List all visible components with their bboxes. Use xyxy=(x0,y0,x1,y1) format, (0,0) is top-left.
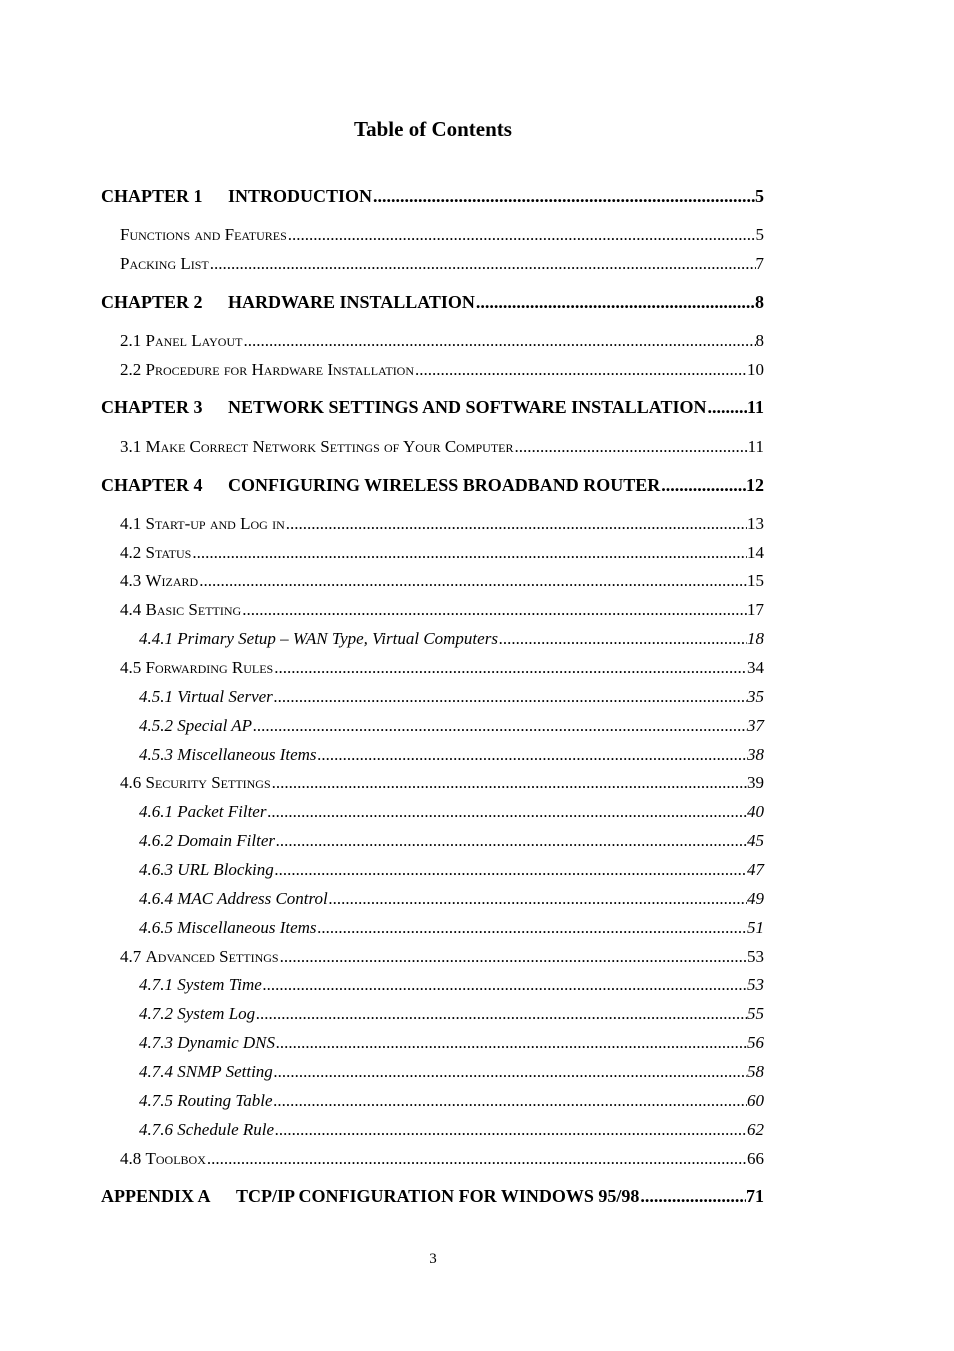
toc-entry-title xyxy=(139,1120,274,1140)
toc-subsection-entry[interactable] xyxy=(139,1004,764,1024)
toc-subsection-entry[interactable] xyxy=(139,1120,764,1140)
toc-page-number: 53 xyxy=(747,947,764,966)
toc-subsection-title: 4.6.1 Packet Filter xyxy=(139,802,267,821)
toc-section-entry[interactable] xyxy=(120,773,764,793)
toc-entry-title xyxy=(120,1149,206,1169)
toc-section-title: Security Settings xyxy=(145,773,271,792)
toc-entry-title xyxy=(120,571,198,591)
dot-leader xyxy=(274,860,747,880)
toc-section-entry[interactable] xyxy=(120,254,764,274)
toc-subsection-title: 4.7.4 SNMP Setting xyxy=(139,1062,273,1081)
dot-leader xyxy=(241,600,747,620)
toc-section-number: 4.2 xyxy=(120,543,142,562)
toc-page-number: 11 xyxy=(747,437,764,456)
dot-leader xyxy=(639,1186,746,1207)
toc-subsection-entry[interactable] xyxy=(139,975,764,995)
toc-page-number: 8 xyxy=(755,331,764,350)
dot-leader xyxy=(317,918,747,938)
toc-entry-title xyxy=(139,687,273,707)
toc-entry-title xyxy=(139,975,262,995)
toc-section-title: Start-up and Log in xyxy=(145,514,285,533)
dot-leader xyxy=(262,975,747,995)
toc-subsection-title: 4.7.2 System Log xyxy=(139,1004,256,1023)
toc-section-title: Toolbox xyxy=(145,1149,206,1168)
dot-leader xyxy=(279,947,747,967)
dot-leader xyxy=(273,1091,748,1111)
toc-page-number: 8 xyxy=(755,292,764,312)
toc-entry-title xyxy=(139,1033,275,1053)
toc-section-entry[interactable] xyxy=(120,331,764,351)
toc-subsection-title: 4.5.3 Miscellaneous Items xyxy=(139,745,317,764)
dot-leader xyxy=(498,629,747,649)
dot-leader xyxy=(255,1004,747,1024)
dot-leader xyxy=(266,802,747,822)
toc-section-entry[interactable] xyxy=(120,947,764,967)
toc-subsection-title: 4.4.1 Primary Setup – WAN Type, Virtual Computers xyxy=(139,629,498,648)
toc-page-number: 37 xyxy=(747,716,764,735)
toc-chapter-number: CHAPTER 2 xyxy=(101,292,203,312)
toc-section-number: 4.7 xyxy=(120,947,142,966)
toc-subsection-title: 4.7.3 Dynamic DNS xyxy=(139,1033,275,1052)
toc-section-number: 4.3 xyxy=(120,571,142,590)
toc-entry-title xyxy=(120,437,514,457)
dot-leader xyxy=(252,716,747,736)
toc-entry-title xyxy=(120,514,285,534)
toc-subsection-entry[interactable] xyxy=(139,687,764,707)
toc-entry-title xyxy=(120,254,209,274)
dot-leader xyxy=(273,658,747,678)
dot-leader xyxy=(372,186,755,207)
toc-section-number: 3.1 xyxy=(120,437,142,456)
toc-entry-title xyxy=(139,716,252,736)
toc-page-number: 11 xyxy=(746,397,764,417)
toc-section-number: 4.5 xyxy=(120,658,142,677)
toc-section-number: 4.4 xyxy=(120,600,142,619)
toc-page-number: 13 xyxy=(747,514,764,533)
toc-subsection-title: 4.7.5 Routing Table xyxy=(139,1091,273,1110)
toc-subsection-title: 4.7.6 Schedule Rule xyxy=(139,1120,275,1139)
toc-chapter-title: INTRODUCTION xyxy=(228,186,373,206)
toc-section-title: Functions and Features xyxy=(120,225,287,244)
toc-section-entry[interactable] xyxy=(120,360,764,380)
toc-section-entry[interactable] xyxy=(120,514,764,534)
dot-leader xyxy=(660,475,746,496)
toc-subsection-entry[interactable] xyxy=(139,1091,764,1111)
toc-entry-title xyxy=(120,331,242,351)
dot-leader xyxy=(271,773,747,793)
toc-page-number: 10 xyxy=(747,360,764,379)
toc-section-title: Procedure for Hardware Installation xyxy=(145,360,415,379)
toc-page-number: 53 xyxy=(747,975,764,994)
toc-chapter-title: CONFIGURING WIRELESS BROADBAND ROUTER xyxy=(228,475,661,495)
toc-page-number: 12 xyxy=(746,475,764,495)
dot-leader xyxy=(285,514,747,534)
dot-leader xyxy=(514,437,748,457)
toc-subsection-title: 4.6.5 Miscellaneous Items xyxy=(139,918,317,937)
dot-leader xyxy=(287,225,756,245)
toc-page-number: 17 xyxy=(747,600,764,619)
toc-subsection-entry[interactable] xyxy=(139,860,764,880)
toc-section-entry[interactable] xyxy=(120,543,764,563)
toc-chapter-title: NETWORK SETTINGS AND SOFTWARE INSTALLATION xyxy=(228,397,707,417)
toc-page-number: 66 xyxy=(747,1149,764,1168)
toc-page-number: 56 xyxy=(747,1033,764,1052)
toc-page-number: 40 xyxy=(747,802,764,821)
toc-section-title: Panel Layout xyxy=(145,331,243,350)
toc-page-number: 35 xyxy=(747,687,764,706)
dot-leader xyxy=(475,292,755,313)
toc-subsection-title: 4.7.1 System Time xyxy=(139,975,262,994)
dot-leader xyxy=(273,687,747,707)
toc-subsection-entry[interactable] xyxy=(139,1033,764,1053)
toc-entry-title xyxy=(120,543,191,563)
toc-page-number: 47 xyxy=(747,860,764,879)
toc-chapter-number: CHAPTER 1 xyxy=(101,186,203,206)
toc-entry-title xyxy=(139,745,317,765)
toc-page-number: 58 xyxy=(747,1062,764,1081)
toc-section-title: Wizard xyxy=(145,571,199,590)
toc-subsection-entry[interactable] xyxy=(139,831,764,851)
toc-section-entry[interactable] xyxy=(120,600,764,620)
toc-entry-title xyxy=(139,889,328,909)
toc-subsection-entry[interactable] xyxy=(139,745,764,765)
toc-section-title: Packing List xyxy=(120,254,209,273)
toc-entry-title xyxy=(139,1004,255,1024)
toc-entry-title xyxy=(139,918,317,938)
dot-leader xyxy=(275,831,747,851)
toc-page-number: 39 xyxy=(747,773,764,792)
toc-entry-title xyxy=(139,629,498,649)
toc-entry-title xyxy=(139,1062,273,1082)
toc-page-number: 55 xyxy=(747,1004,764,1023)
toc-entry-title xyxy=(139,860,274,880)
toc-section-entry[interactable] xyxy=(120,1149,764,1169)
toc-entry-title xyxy=(120,225,287,245)
toc-subsection-entry[interactable] xyxy=(139,716,764,736)
toc-section-number: 4.6 xyxy=(120,773,142,792)
toc-entry-title xyxy=(139,831,275,851)
toc-entry-title xyxy=(120,658,273,678)
toc-entry-title xyxy=(120,360,414,380)
toc-subsection-title: 4.5.2 Special AP xyxy=(139,716,252,735)
toc-page-number: 34 xyxy=(747,658,764,677)
toc-section-entry[interactable] xyxy=(120,571,764,591)
toc-section-entry[interactable] xyxy=(120,225,764,245)
dot-leader xyxy=(273,1062,747,1082)
toc-subsection-entry[interactable] xyxy=(139,802,764,822)
page-title: Table of Contents xyxy=(354,117,512,141)
toc-page-number: 15 xyxy=(747,571,764,590)
toc-chapter-title: TCP/IP CONFIGURATION FOR WINDOWS 95/98 xyxy=(236,1186,640,1206)
toc-chapter-number: CHAPTER 4 xyxy=(101,475,203,495)
toc-section-title: Advanced Settings xyxy=(145,947,279,966)
toc-chapter-entry[interactable] xyxy=(101,475,764,496)
toc-entry-title xyxy=(120,773,271,793)
toc-subsection-title: 4.5.1 Virtual Server xyxy=(139,687,273,706)
toc-chapter-number: APPENDIX A xyxy=(101,1186,211,1206)
toc-section-title: Make Correct Network Settings of Your Computer xyxy=(145,437,514,456)
dot-leader xyxy=(209,254,756,274)
toc-entry-title xyxy=(101,397,706,418)
toc-subsection-entry[interactable] xyxy=(139,1062,764,1082)
dot-leader xyxy=(191,543,747,563)
toc-entry-title xyxy=(101,186,372,207)
toc-page-number: 5 xyxy=(755,225,764,244)
toc-section-title: Status xyxy=(145,543,192,562)
dot-leader xyxy=(242,331,755,351)
toc-page-number: 71 xyxy=(746,1186,764,1206)
toc-subsection-title: 4.6.4 MAC Address Control xyxy=(139,889,328,908)
toc-page-number: 14 xyxy=(747,543,764,562)
toc-subsection-title: 4.6.3 URL Blocking xyxy=(139,860,274,879)
toc-chapter-number: CHAPTER 3 xyxy=(101,397,203,417)
toc-page-number: 51 xyxy=(747,918,764,937)
toc-chapter-title: HARDWARE INSTALLATION xyxy=(228,292,475,312)
toc-chapter-entry[interactable] xyxy=(101,292,764,313)
toc-entry-title xyxy=(101,292,475,313)
toc-entry-title xyxy=(139,1091,273,1111)
toc-chapter-entry[interactable] xyxy=(101,397,764,418)
dot-leader xyxy=(414,360,747,380)
toc-entry-title xyxy=(120,947,279,967)
toc-page-number: 45 xyxy=(747,831,764,850)
toc-page-number: 5 xyxy=(755,186,764,206)
toc-page-number: 7 xyxy=(755,254,764,273)
toc-section-title: Basic Setting xyxy=(145,600,242,619)
toc-section-number: 4.1 xyxy=(120,514,142,533)
dot-leader xyxy=(328,889,747,909)
toc-page-number: 49 xyxy=(747,889,764,908)
toc-entry-title xyxy=(139,802,266,822)
dot-leader xyxy=(198,571,747,591)
toc-section-title: Forwarding Rules xyxy=(145,658,274,677)
dot-leader xyxy=(274,1120,747,1140)
toc-page-number: 62 xyxy=(747,1120,764,1139)
toc-page-number: 38 xyxy=(747,745,764,764)
dot-leader xyxy=(317,745,747,765)
toc-chapter-entry[interactable] xyxy=(101,1186,764,1207)
toc-subsection-title: 4.6.2 Domain Filter xyxy=(139,831,275,850)
toc-subsection-entry[interactable] xyxy=(139,918,764,938)
toc-page-number: 18 xyxy=(747,629,764,648)
toc-entry-title xyxy=(120,600,241,620)
toc-subsection-entry[interactable] xyxy=(139,629,764,649)
toc-subsection-entry[interactable] xyxy=(139,889,764,909)
page-number: 3 xyxy=(429,1251,437,1267)
dot-leader xyxy=(206,1149,747,1169)
dot-leader xyxy=(706,397,747,418)
toc-section-entry[interactable] xyxy=(120,658,764,678)
toc-chapter-entry[interactable] xyxy=(101,186,764,207)
toc-section-number: 4.8 xyxy=(120,1149,142,1168)
toc-entry-title xyxy=(101,475,660,496)
toc-entry-title xyxy=(101,1186,639,1207)
dot-leader xyxy=(275,1033,747,1053)
toc-section-number: 2.2 xyxy=(120,360,142,379)
toc-section-number: 2.1 xyxy=(120,331,142,350)
toc-page-number: 60 xyxy=(747,1091,764,1110)
toc-section-entry[interactable] xyxy=(120,437,764,457)
